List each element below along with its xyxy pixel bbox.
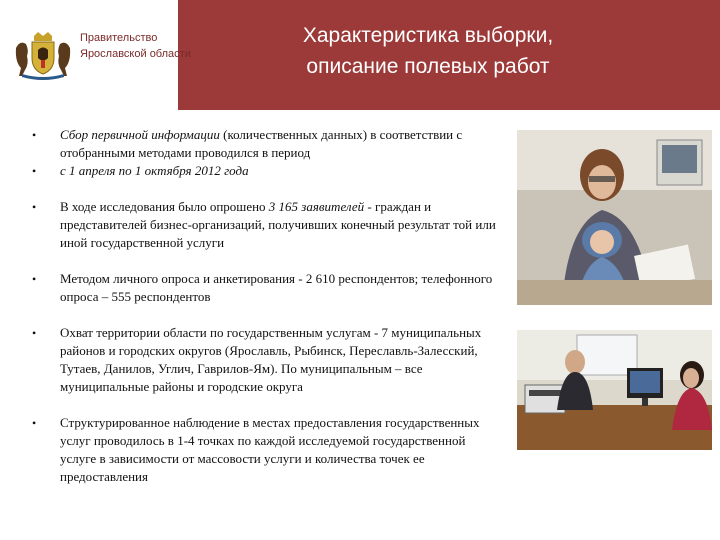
list-item-text: (количественных данных) в соответствии с отобранными методами проводился в период — [60, 127, 463, 160]
page-title-line2: описание полевых работ — [306, 55, 550, 78]
list-item — [32, 198, 502, 252]
org-name-line2: Ярославской области — [80, 48, 191, 60]
coat-of-arms-logo — [12, 30, 74, 80]
photo-mother-with-child — [517, 130, 712, 305]
list-item-text: Методом личного опроса и анкетирования - 2 610 респондентов; телефонного опроса – 555 респондентов — [60, 271, 493, 304]
list-item — [32, 162, 502, 180]
bullet-marker: • — [32, 416, 37, 430]
list-item — [32, 270, 502, 306]
org-name-line1: Правительство — [80, 32, 158, 44]
list-item-emphasis: с 1 апреля по 1 октября 2012 года — [60, 163, 249, 178]
list-item — [32, 414, 502, 486]
bullet-list — [32, 126, 502, 486]
list-item — [32, 126, 502, 162]
bullet-marker: • — [32, 128, 37, 142]
bullet-marker: • — [32, 326, 37, 340]
list-item — [32, 324, 502, 396]
page-title — [178, 20, 678, 82]
bullet-marker: • — [32, 164, 37, 178]
list-item-emphasis: 3 165 заявителей — [268, 199, 365, 214]
photo-service-office — [517, 330, 712, 450]
list-item-text: Охват территории области по государственным услугам - 7 муниципальных районов и городских округов (Ярославль, Рыбинск, Переславль-Залесский, Тутаев, Данилов, Углич, Гаврилов-Ям). По муниципальным – все муниципальные районы и городские округа — [60, 325, 482, 394]
list-item-text: - граждан и представителей бизнес-организаций, получивших конечный результат той или иной государственной услуги — [60, 199, 496, 250]
list-item-text: Структурированное наблюдение в местах предоставления государственных услуг проводилось в 1-4 точках по каждой исследуемой государственной услуге в зависимости от массовости услуги и количества точек ее предоставления — [60, 415, 480, 484]
bullet-marker: • — [32, 272, 37, 286]
org-name — [80, 30, 191, 62]
page-title-line1: Характеристика выборки, — [302, 24, 554, 47]
list-item-emphasis: Сбор первичной информации — [60, 127, 220, 142]
bullet-marker: • — [32, 200, 37, 214]
list-item-text: В ходе исследования было опрошено — [60, 199, 269, 214]
